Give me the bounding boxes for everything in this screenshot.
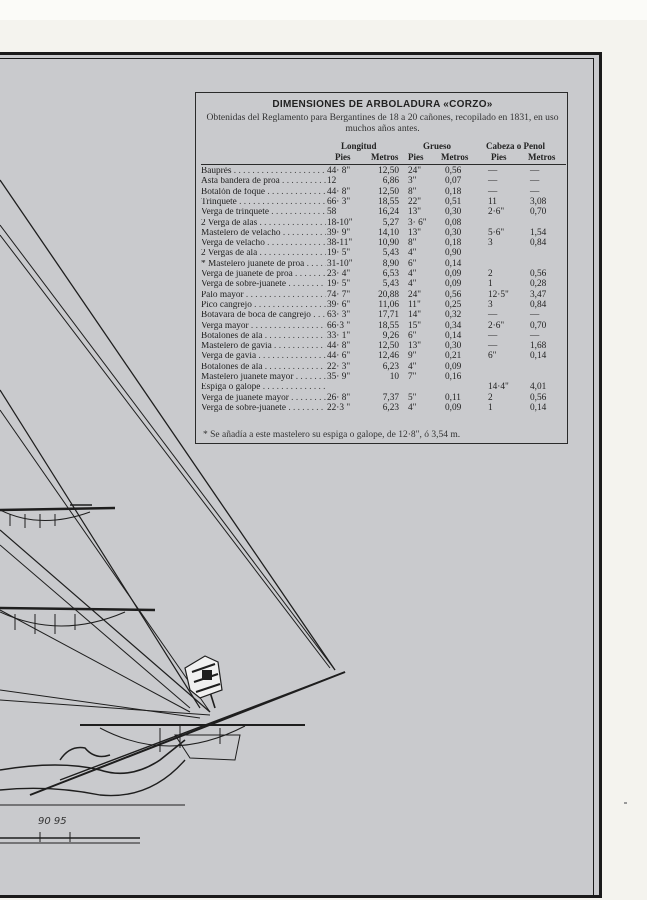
cell-lm: 10: [389, 372, 399, 382]
cell-name: Bauprés . . .: [201, 167, 326, 176]
cell-cp: 1: [488, 279, 493, 290]
cell-cm: —: [530, 310, 540, 321]
cell-lp: 12: [327, 176, 337, 187]
cell-lm: 14,10: [378, 227, 399, 238]
group-grueso: Grueso: [423, 141, 451, 151]
cell-lp: 19· 5": [327, 248, 351, 259]
cell-lp: 39· 9": [327, 227, 351, 238]
table-row: [196, 291, 569, 300]
cell-gm: 0,14: [445, 258, 462, 269]
cell-name: Verga mayor . . .: [201, 322, 326, 331]
table-footnote: * Se añadía a este mastelero su espiga o galope, de 12·8", ó 3,54 m.: [203, 430, 461, 440]
table-row: [196, 270, 569, 279]
cell-gp: 4": [408, 269, 417, 279]
cell-cp: 6": [488, 351, 497, 362]
table-row: [196, 301, 569, 310]
cell-lp: 39· 6": [327, 299, 351, 310]
cell-lp: 44· 6": [327, 351, 351, 362]
cell-gm: 0,09: [445, 279, 462, 290]
header-grueso-pies: Pies: [408, 152, 424, 162]
cell-lp: 44· 8": [327, 166, 351, 176]
table-row: [196, 311, 569, 320]
cell-cp: 14·4": [488, 382, 509, 393]
cell-name: Verga de sobre-juanete . . .: [201, 280, 326, 289]
cell-gp: 6": [408, 330, 417, 341]
cell-gm: 0,11: [445, 392, 461, 403]
cell-gm: 0,07: [445, 176, 462, 187]
cell-gp: 14": [408, 310, 422, 321]
cell-gm: 0,56: [445, 166, 462, 176]
cell-cp: 3: [488, 299, 493, 310]
cell-lp: 23· 4": [327, 269, 351, 279]
cell-cm: 3,08: [530, 196, 547, 207]
cell-lm: 6,86: [382, 176, 399, 187]
cell-gp: 13": [408, 207, 422, 218]
cell-lm: 12,46: [378, 351, 399, 362]
cell-name: 2 Verga de alas . . .: [201, 219, 326, 228]
cell-lm: 20,88: [378, 289, 399, 300]
cell-gp: 9": [408, 351, 417, 362]
cell-gp: 6": [408, 258, 417, 269]
table-row: [196, 342, 569, 351]
cell-gp: 24": [408, 166, 422, 176]
cell-lm: 17,71: [378, 310, 399, 321]
cell-lm: 5,43: [382, 279, 399, 290]
table-row: [196, 322, 569, 331]
cell-lp: 22·3 ": [327, 402, 351, 413]
cell-lm: 8,90: [382, 258, 399, 269]
cell-name: Mastelero juanete mayor . . .: [201, 373, 326, 382]
cell-gp: 4": [408, 279, 417, 290]
handwritten-scale-note: 90 95: [38, 816, 67, 827]
cell-gp: 8": [408, 238, 417, 249]
table-title: DIMENSIONES DE ARBOLADURA «CORZO»: [272, 99, 493, 110]
cell-lp: 33· 1": [327, 330, 351, 341]
cell-gp: 13": [408, 341, 422, 352]
cell-cp: —: [488, 341, 498, 352]
cell-gm: 0,14: [445, 330, 462, 341]
cell-cm: 0,14: [530, 402, 547, 413]
cell-cm: 1,54: [530, 227, 547, 238]
cell-cp: —: [488, 330, 498, 341]
cell-gm: 0,51: [445, 196, 462, 207]
cell-lp: 18-10": [327, 217, 353, 228]
cell-lm: 12,50: [378, 341, 399, 352]
cell-lp: 44· 8": [327, 186, 351, 197]
cell-cm: —: [530, 330, 540, 341]
cell-cm: 3,47: [530, 289, 547, 300]
cell-name: Mastelero de velacho . . .: [201, 229, 326, 238]
group-longitud: Longitud: [341, 141, 377, 151]
cell-cp: 2: [488, 392, 493, 403]
cell-gm: 0,34: [445, 320, 462, 331]
cell-name: Botalón de foque . . .: [201, 188, 326, 197]
cell-cm: —: [530, 186, 540, 197]
cell-name: Mastelero de gavia . . .: [201, 342, 326, 351]
cell-gm: 0,30: [445, 207, 462, 218]
table-row: [196, 373, 569, 382]
cell-lm: 9,26: [382, 330, 399, 341]
cell-lp: 26· 8": [327, 392, 351, 403]
cell-name: Espiga o galope . . .: [201, 383, 326, 392]
cell-name: Verga de gavia . . .: [201, 352, 326, 361]
table-row: [196, 394, 569, 403]
cell-gm: 0,30: [445, 227, 462, 238]
cell-lm: 18,55: [378, 320, 399, 331]
cell-lm: 5,43: [382, 248, 399, 259]
table-row: [196, 177, 569, 186]
cell-cm: 0,56: [530, 392, 547, 403]
cell-cp: 3: [488, 238, 493, 249]
cell-gp: 13": [408, 227, 422, 238]
cell-cm: 0,84: [530, 299, 547, 310]
cell-name: Verga de sobre-juanete . . .: [201, 404, 326, 413]
cell-cm: 4,01: [530, 382, 547, 393]
cell-gm: 0,08: [445, 217, 462, 228]
cell-cm: —: [530, 166, 540, 176]
header-cabeza-metros: Metros: [528, 152, 556, 162]
cell-name: 2 Vergas de ala . . .: [201, 249, 326, 258]
cell-cp: 2·6": [488, 207, 505, 218]
cell-gm: 0,09: [445, 402, 462, 413]
table-row: [196, 198, 569, 207]
cell-gp: 4": [408, 248, 417, 259]
cell-gm: 0,32: [445, 310, 462, 321]
cell-cm: 0,28: [530, 279, 547, 290]
table-row: [196, 404, 569, 413]
cell-cp: —: [488, 166, 498, 176]
cell-gp: 7": [408, 372, 417, 382]
table-row: [196, 188, 569, 197]
cell-name: * Mastelero juanete de proa . . .: [201, 260, 326, 269]
cell-name: Verga de trinquete . . .: [201, 208, 326, 217]
group-cabeza: Cabeza o Penol: [486, 141, 545, 151]
cell-lp: 44· 8": [327, 341, 351, 352]
cell-gp: 8": [408, 186, 417, 197]
cell-cm: 1,68: [530, 341, 547, 352]
cell-lp: 66·3 ": [327, 320, 351, 331]
cell-cm: —: [530, 176, 540, 187]
table-row: [196, 219, 569, 228]
cell-cp: 2: [488, 269, 493, 279]
cell-gp: 11": [408, 299, 421, 310]
cell-gp: 15": [408, 320, 422, 331]
cell-name: Pico cangrejo . . .: [201, 301, 326, 310]
cell-lp: 35· 9": [327, 372, 351, 382]
cell-gp: 5": [408, 392, 417, 403]
cell-gm: 0,16: [445, 372, 462, 382]
cell-name: Verga de velacho . . .: [201, 239, 326, 248]
cell-lm: 11,06: [378, 299, 399, 310]
cell-cp: 11: [488, 196, 497, 207]
cell-gm: 0,90: [445, 248, 462, 259]
cell-gm: 0,09: [445, 269, 462, 279]
header-cabeza-pies: Pies: [491, 152, 507, 162]
cell-name: Verga de juanete de proa . . .: [201, 270, 326, 279]
cell-gm: 0,18: [445, 238, 462, 249]
cell-name: Palo mayor . . .: [201, 291, 326, 300]
cell-cp: —: [488, 176, 498, 187]
cell-cp: 12·5": [488, 289, 509, 300]
cell-cm: 0,70: [530, 320, 547, 331]
cell-gm: 0,25: [445, 299, 462, 310]
paper-speck: [624, 802, 627, 804]
page-margin: [0, 0, 647, 20]
cell-cp: 5·6": [488, 227, 505, 238]
table-row: [196, 363, 569, 372]
cell-lp: 58: [327, 207, 337, 218]
cell-cp: 2·6": [488, 320, 505, 331]
cell-cm: 0,14: [530, 351, 547, 362]
cell-gp: 24": [408, 289, 422, 300]
cell-lm: 12,50: [378, 186, 399, 197]
cell-cp: —: [488, 310, 498, 321]
cell-gm: 0,56: [445, 289, 462, 300]
header-rule: [201, 164, 566, 165]
cell-cm: 0,70: [530, 207, 547, 218]
rigging-dimensions-table: [195, 92, 568, 444]
cell-name: Botalones de ala . . .: [201, 332, 326, 341]
cell-gm: 0,18: [445, 186, 462, 197]
table-row: [196, 352, 569, 361]
cell-lp: 38-11": [327, 238, 353, 249]
cell-cm: 0,84: [530, 238, 547, 249]
cell-lp: 63· 3": [327, 310, 351, 321]
cell-name: Botalones de ala . . .: [201, 363, 326, 372]
cell-lm: 5,27: [382, 217, 399, 228]
header-grueso-metros: Metros: [441, 152, 469, 162]
cell-lm: 6,23: [382, 361, 399, 372]
cell-lp: 74· 7": [327, 289, 351, 300]
header-longitud-metros: Metros: [371, 152, 399, 162]
cell-name: Verga de juanete mayor . . .: [201, 394, 326, 403]
cell-gp: 3": [408, 176, 417, 187]
cell-gp: 22": [408, 196, 422, 207]
table-row: [196, 249, 569, 258]
cell-lp: 31-10": [327, 258, 353, 269]
table-row: [196, 332, 569, 341]
cell-gp: 3· 6": [408, 217, 427, 228]
cell-name: Trinquete . . .: [201, 198, 326, 207]
cell-gm: 0,09: [445, 361, 462, 372]
cell-lp: 19· 5": [327, 279, 351, 290]
cell-name: Botavara de boca de cangrejo . . .: [201, 311, 326, 320]
cell-name: Asta bandera de proa . . .: [201, 177, 326, 186]
cell-cp: 1: [488, 402, 493, 413]
table-row: [196, 280, 569, 289]
cell-gp: 4": [408, 402, 417, 413]
table-row: [196, 167, 569, 176]
cell-lm: 7,37: [382, 392, 399, 403]
table-row: [196, 208, 569, 217]
cell-lm: 6,53: [382, 269, 399, 279]
table-subtitle: Obtenidas del Reglamento para Bergantines de 18 a 20 cañones, recopilado en 1831, en uso muchos años antes.: [206, 112, 559, 134]
cell-gp: 4": [408, 361, 417, 372]
cell-gm: 0,30: [445, 341, 462, 352]
cell-lm: 6,23: [382, 402, 399, 413]
table-row: [196, 229, 569, 238]
cell-cp: —: [488, 186, 498, 197]
cell-lp: 66· 3": [327, 196, 351, 207]
cell-gm: 0,21: [445, 351, 462, 362]
cell-lm: 16,24: [378, 207, 399, 218]
table-row: [196, 383, 569, 392]
table-row: [196, 260, 569, 269]
table-row: [196, 239, 569, 248]
cell-lp: 22· 3": [327, 361, 351, 372]
header-longitud-pies: Pies: [335, 152, 351, 162]
cell-lm: 10,90: [378, 238, 399, 249]
cell-lm: 12,50: [378, 166, 399, 176]
cell-lm: 18,55: [378, 196, 399, 207]
cell-cm: 0,56: [530, 269, 547, 279]
